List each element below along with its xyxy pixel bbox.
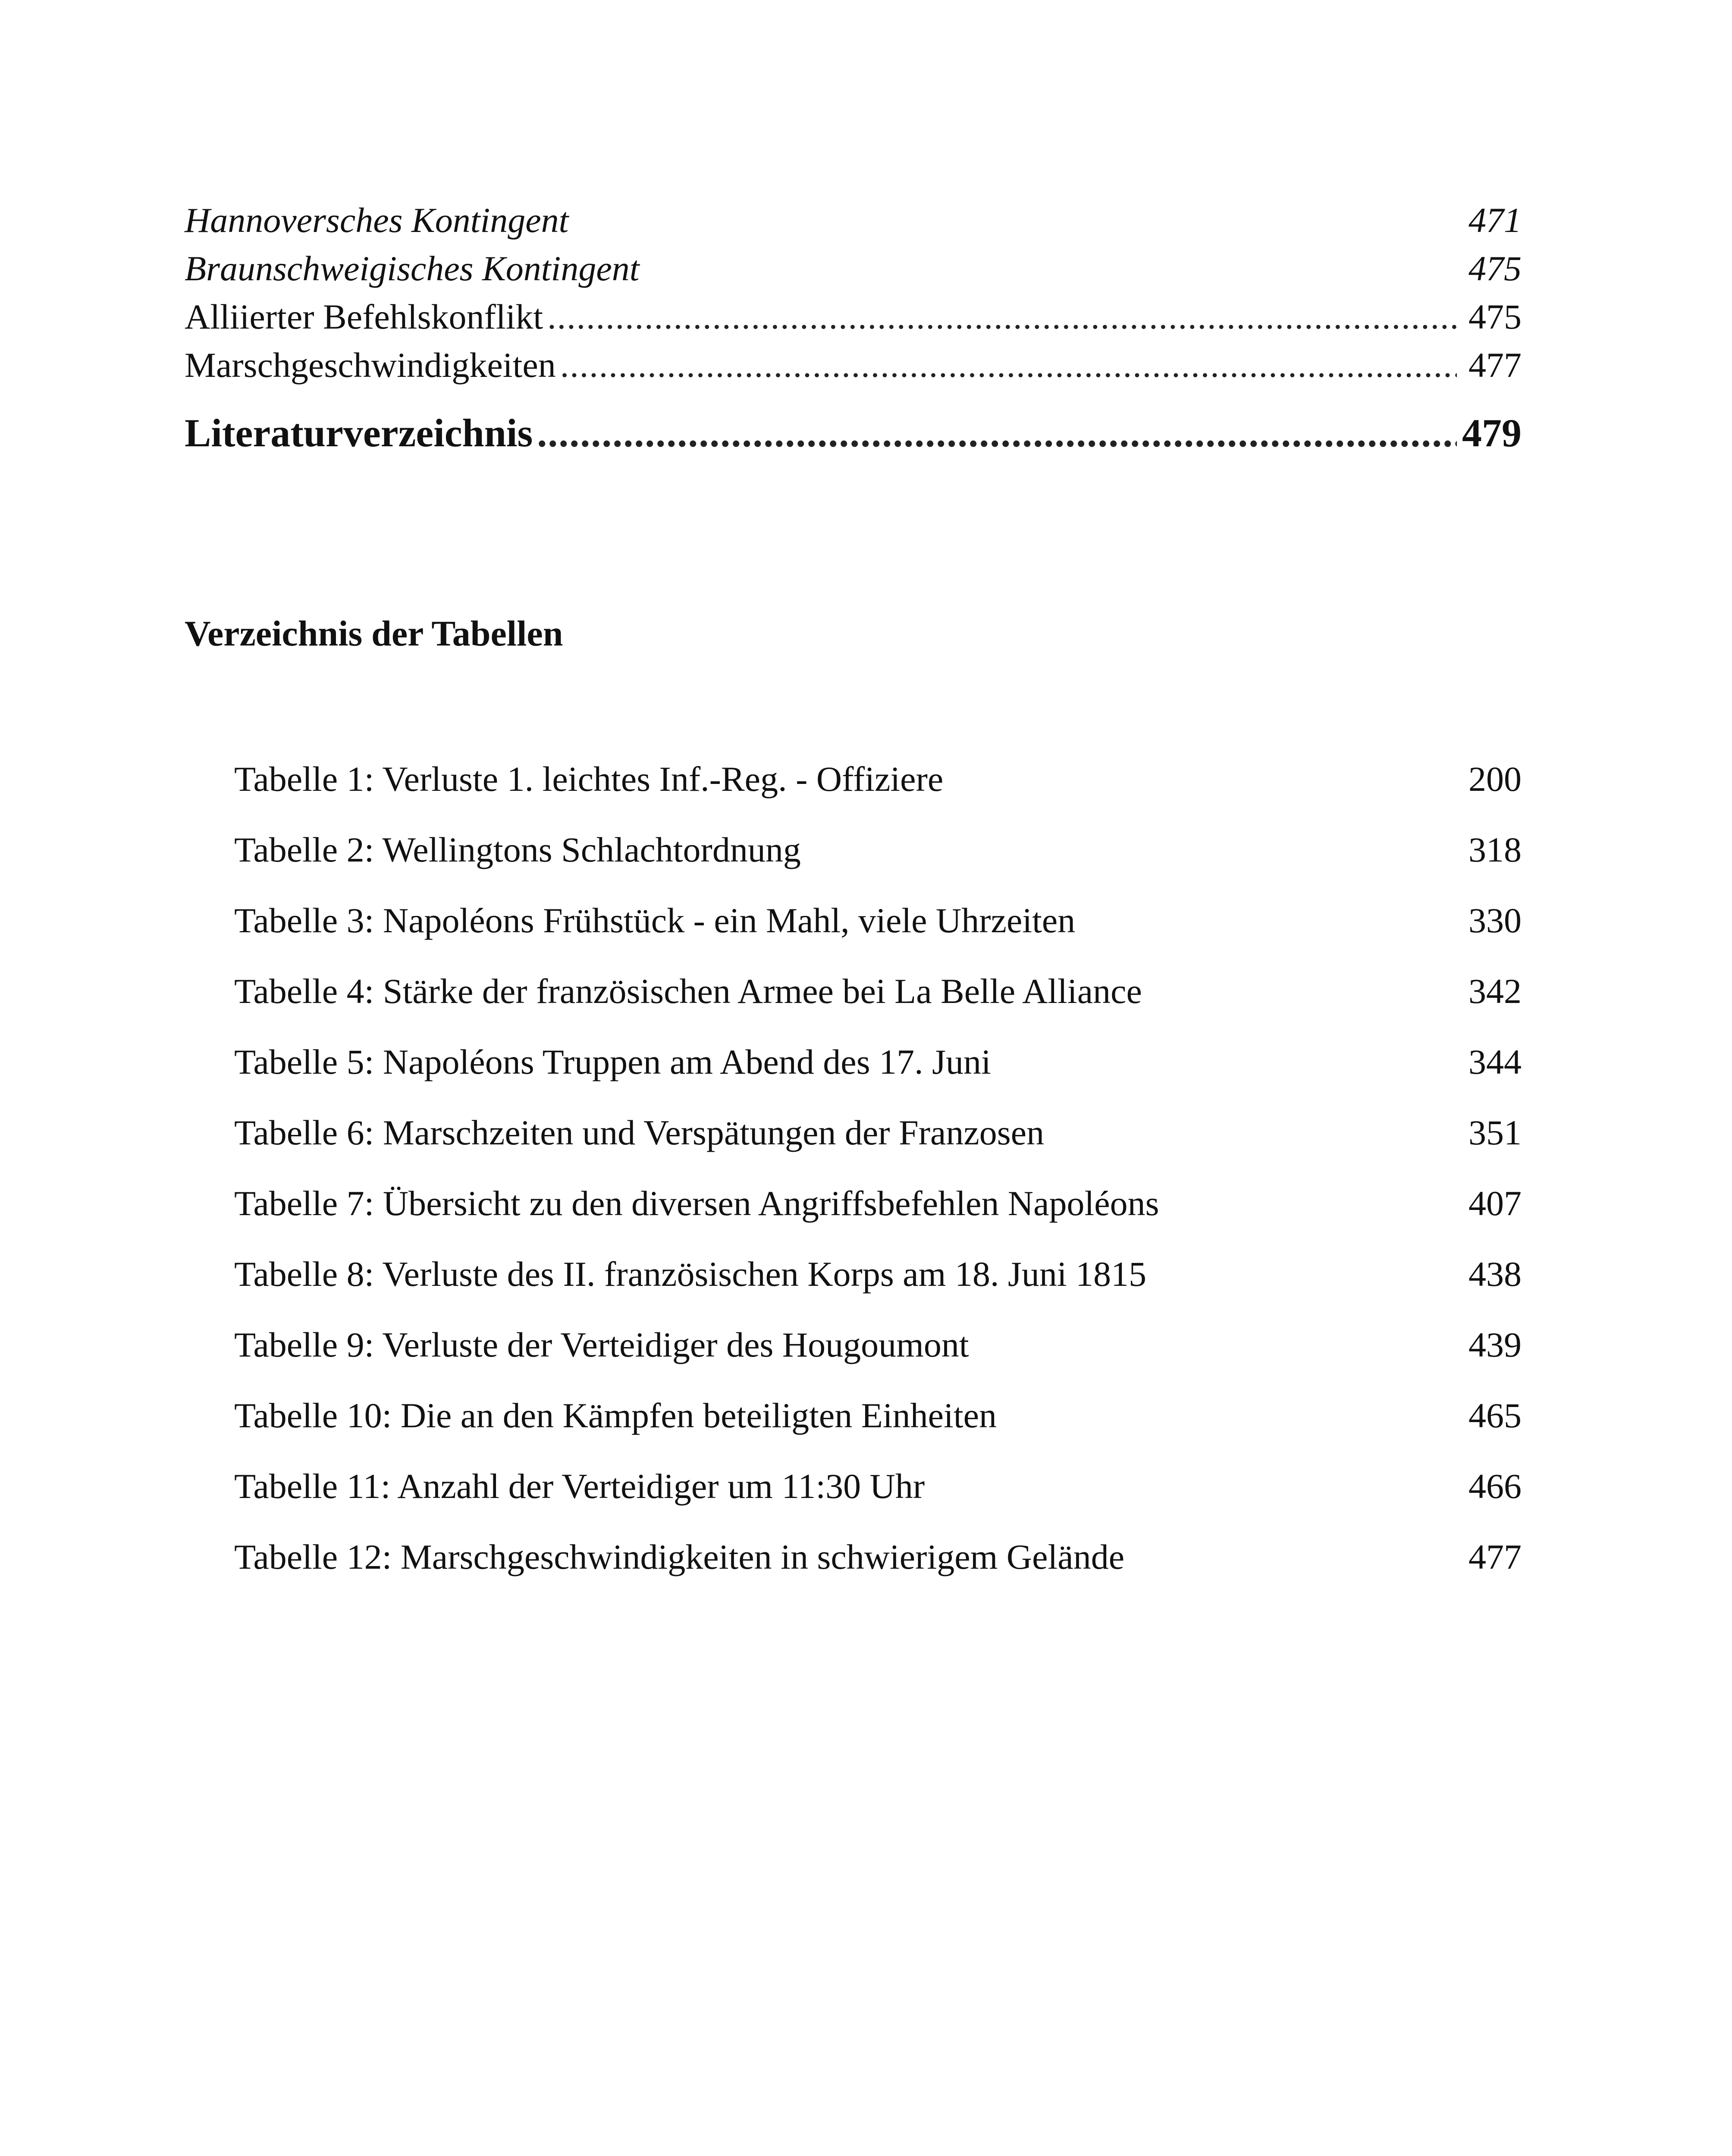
table-entry-page: 438 bbox=[1468, 1254, 1522, 1294]
list-item bbox=[234, 744, 1522, 815]
table-entry-page: 439 bbox=[1468, 1325, 1522, 1364]
table-entry-page: 200 bbox=[1468, 759, 1522, 799]
table-entry-label: Tabelle 5: Napoléons Truppen am Abend des 17. Juni bbox=[234, 1042, 991, 1081]
list-item bbox=[234, 1380, 1522, 1451]
list-item bbox=[234, 1027, 1522, 1097]
toc-entry-literaturverzeichnis bbox=[185, 405, 1522, 461]
toc-entry-braunschweigisches-kontingent bbox=[185, 244, 1522, 293]
list-item bbox=[234, 1310, 1522, 1380]
table-entry-page: 344 bbox=[1468, 1042, 1522, 1081]
toc-dot-leader bbox=[537, 405, 1457, 461]
table-entry-page: 466 bbox=[1468, 1467, 1522, 1506]
list-item bbox=[234, 1451, 1522, 1522]
toc-dot-leader bbox=[560, 341, 1457, 389]
table-entry-page: 477 bbox=[1468, 1537, 1522, 1576]
toc-entry-label: Marschgeschwindigkeiten bbox=[185, 345, 556, 385]
list-of-tables bbox=[234, 744, 1522, 1592]
tables-section-heading: Verzeichnis der Tabellen bbox=[185, 614, 563, 654]
table-entry-label: Tabelle 1: Verluste 1. leichtes Inf.-Reg. - Offiziere bbox=[234, 759, 944, 799]
table-entry-label: Tabelle 10: Die an den Kämpfen beteiligten Einheiten bbox=[234, 1396, 997, 1435]
toc-dot-leader bbox=[547, 293, 1457, 341]
table-entry-page: 318 bbox=[1468, 830, 1522, 869]
toc-entry-label: Literaturverzeichnis bbox=[185, 411, 533, 455]
toc-entry-marschgeschwindigkeiten bbox=[185, 341, 1522, 389]
toc-entry-page: 475 bbox=[1468, 297, 1522, 336]
table-entry-label: Tabelle 6: Marschzeiten und Verspätungen der Franzosen bbox=[234, 1113, 1045, 1152]
table-entry-page: 407 bbox=[1468, 1184, 1522, 1223]
table-entry-page: 330 bbox=[1468, 901, 1522, 940]
list-item bbox=[234, 1168, 1522, 1239]
toc-entry-label: Braunschweigisches Kontingent bbox=[185, 249, 640, 288]
table-entry-label: Tabelle 2: Wellingtons Schlachtordnung bbox=[234, 830, 801, 869]
table-entry-label: Tabelle 7: Übersicht zu den diversen Angriffsbefehlen Napoléons bbox=[234, 1184, 1159, 1223]
table-entry-label: Tabelle 4: Stärke der französischen Armee bei La Belle Alliance bbox=[234, 971, 1142, 1011]
toc-entry-page: 479 bbox=[1462, 411, 1522, 455]
toc-entry-hannoversches-kontingent bbox=[185, 196, 1522, 244]
toc-entry-page: 477 bbox=[1468, 345, 1522, 385]
toc-entry-alliierter-befehlskonflikt bbox=[185, 293, 1522, 341]
table-entry-label: Tabelle 12: Marschgeschwindigkeiten in schwierigem Gelände bbox=[234, 1537, 1125, 1576]
toc-entry-page: 475 bbox=[1468, 249, 1522, 288]
table-entry-label: Tabelle 8: Verluste des II. französischen Korps am 18. Juni 1815 bbox=[234, 1254, 1147, 1294]
table-entry-page: 342 bbox=[1468, 971, 1522, 1011]
toc-entry-page: 471 bbox=[1468, 201, 1522, 240]
table-entry-label: Tabelle 3: Napoléons Frühstück - ein Mahl, viele Uhrzeiten bbox=[234, 901, 1076, 940]
table-entry-page: 351 bbox=[1468, 1113, 1522, 1152]
table-entry-label: Tabelle 9: Verluste der Verteidiger des Hougoumont bbox=[234, 1325, 969, 1364]
table-entry-page: 465 bbox=[1468, 1396, 1522, 1435]
list-item bbox=[234, 1097, 1522, 1168]
list-item bbox=[234, 956, 1522, 1027]
list-item bbox=[234, 885, 1522, 956]
list-item bbox=[234, 815, 1522, 885]
toc-entry-label: Alliierter Befehlskonflikt bbox=[185, 297, 543, 336]
list-item bbox=[234, 1239, 1522, 1310]
table-entry-label: Tabelle 11: Anzahl der Verteidiger um 11:30 Uhr bbox=[234, 1467, 925, 1506]
table-of-contents bbox=[185, 196, 1522, 461]
toc-entry-label: Hannoversches Kontingent bbox=[185, 201, 569, 240]
list-item bbox=[234, 1522, 1522, 1592]
